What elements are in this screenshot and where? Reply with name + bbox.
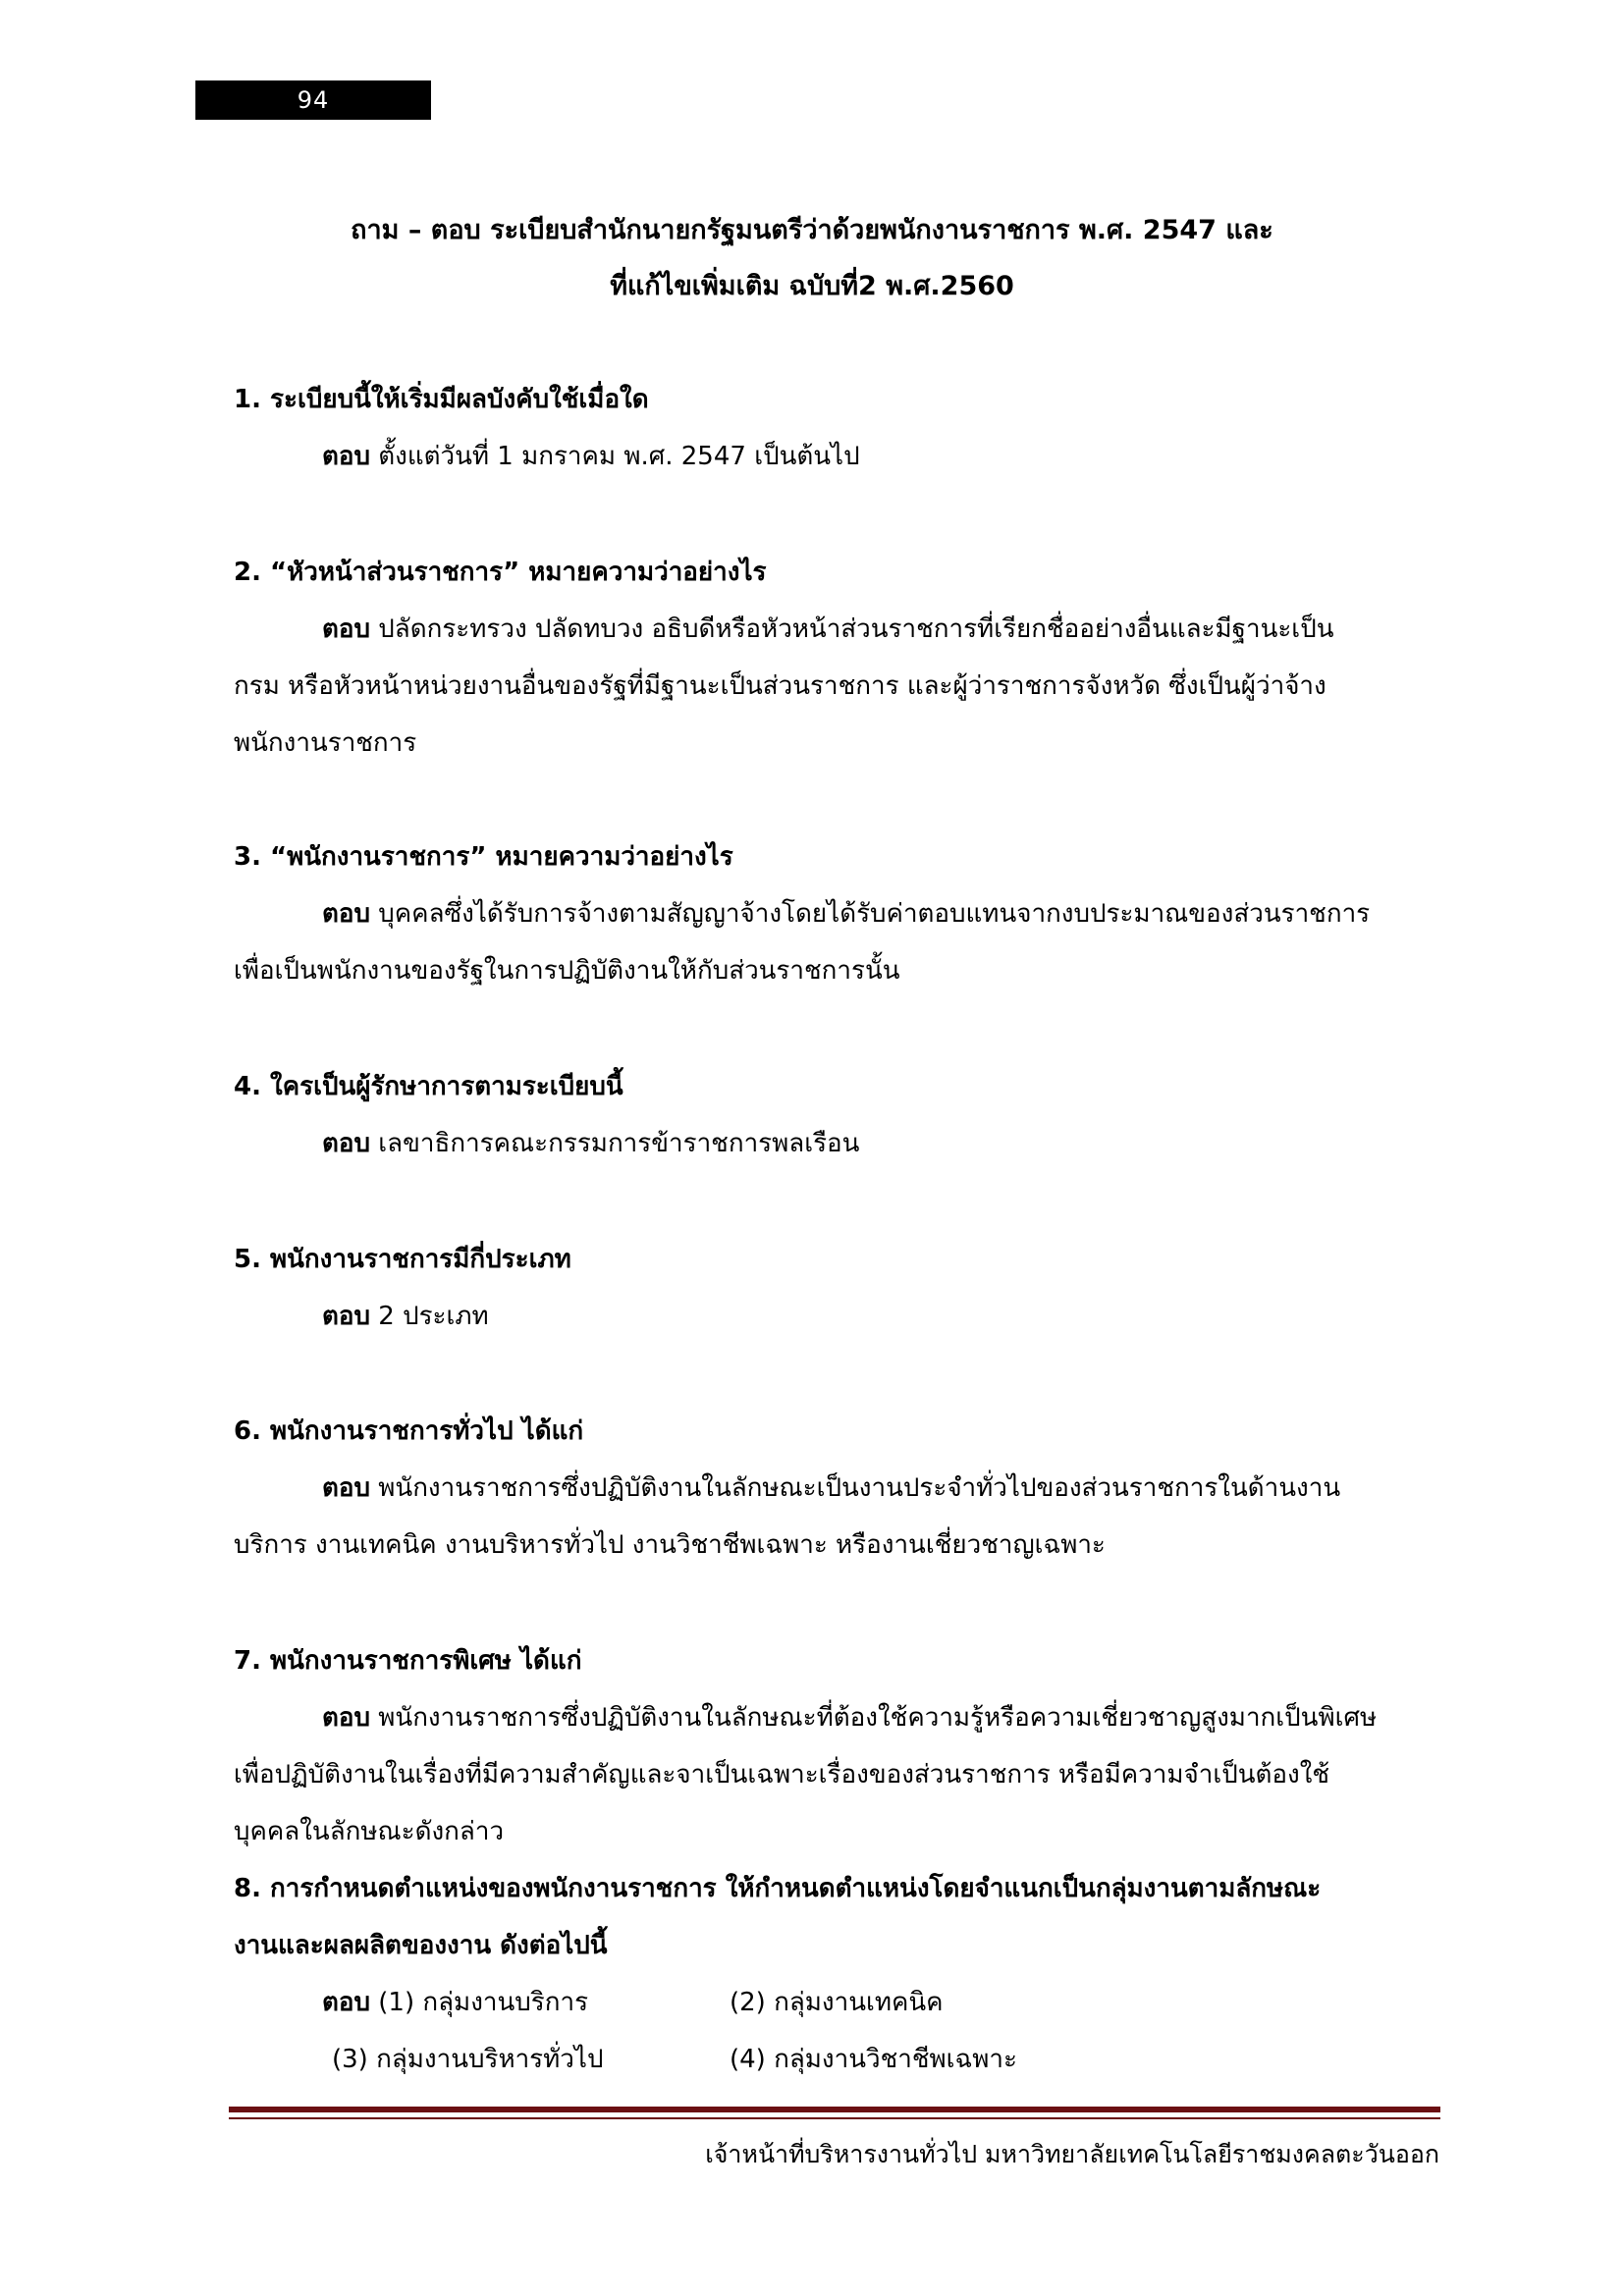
answer-5 (322, 1296, 489, 1336)
question-3: 3. “พนักงานราชการ” หมายความว่าอย่างไร (234, 842, 733, 872)
answer-label: ตอบ (322, 1988, 371, 2017)
footer-text: เจ้าหน้าที่บริหารงานทั่วไป มหาวิทยาลัยเทคโนโลยีราชมงคลตะวันออก (705, 2140, 1439, 2168)
answer-label: ตอบ (322, 442, 371, 471)
answer-text: พนักงานราชการซึ่งปฏิบัติงานในลักษณะเป็นงานประจำทั่วไปของส่วนราชการในด้านงาน (370, 1473, 1341, 1503)
answer-8 (322, 1982, 588, 2022)
answer-text: ตั้งแต่วันที่ 1 มกราคม พ.ศ. 2547 เป็นต้นไป (370, 442, 860, 471)
list-item: (3) กลุ่มงานบริหารทั่วไป (332, 2045, 604, 2074)
answer-label: ตอบ (322, 614, 371, 644)
answer-text: เลขาธิการคณะกรรมการข้าราชการพลเรือน (370, 1129, 860, 1158)
question-8-continuation: งานและผลผลิตของงาน ดังต่อไปนี้ (234, 1931, 608, 1960)
question-4: 4. ใครเป็นผู้รักษาการตามระเบียบนี้ (234, 1072, 623, 1101)
question-1: 1. ระเบียบนี้ให้เริ่มมีผลบังคับใช้เมื่อใด (234, 385, 649, 414)
answer-7-continuation: บุคคลในลักษณะดังกล่าว (234, 1817, 505, 1846)
answer-text: พนักงานราชการซึ่งปฏิบัติงานในลักษณะที่ต้องใช้ความรู้หรือความเชี่ยวชาญสูงมากเป็นพิเศษ (370, 1703, 1378, 1733)
footer-divider (229, 2107, 1440, 2112)
list-item: (2) กลุ่มงานเทคนิค (730, 1988, 944, 2017)
answer-7-continuation: เพื่อปฏิบัติงานในเรื่องที่มีความสำคัญและจาเป็นเฉพาะเรื่องของส่วนราชการ หรือมีความจำเป็นต้องใช้ (234, 1760, 1330, 1789)
page-title-line-2: ที่แก้ไขเพิ่มเติม ฉบับที่2 พ.ศ.2560 (610, 271, 1014, 301)
answer-label: ตอบ (322, 1703, 371, 1733)
answer-6-continuation: บริการ งานเทคนิค งานบริหารทั่วไป งานวิชาชีพเฉพาะ หรืองานเชี่ยวชาญเฉพาะ (234, 1530, 1106, 1560)
answer-label: ตอบ (322, 1129, 371, 1158)
page-number: 94 (195, 80, 431, 120)
answer-text: บุคคลซึ่งได้รับการจ้างตามสัญญาจ้างโดยได้รับค่าตอบแทนจากงบประมาณของส่วนราชการ (370, 899, 1371, 929)
list-item: (4) กลุ่มงานวิชาชีพเฉพาะ (730, 2045, 1017, 2074)
answer-3-continuation: เพื่อเป็นพนักงานของรัฐในการปฏิบัติงานให้กับส่วนราชการนั้น (234, 956, 900, 986)
list-item: (1) กลุ่มงานบริการ (378, 1988, 589, 2017)
answer-6 (322, 1468, 1340, 1508)
answer-7 (322, 1697, 1377, 1737)
answer-1 (322, 436, 860, 476)
answer-4 (322, 1123, 859, 1163)
question-5: 5. พนักงานราชการมีกี่ประเภท (234, 1245, 571, 1274)
question-6: 6. พนักงานราชการทั่วไป ได้แก่ (234, 1416, 584, 1446)
footer-divider-thin (229, 2117, 1440, 2119)
answer-label: ตอบ (322, 1302, 371, 1331)
answer-2-continuation: พนักงานราชการ (234, 728, 417, 758)
answer-text: 2 ประเภท (370, 1302, 489, 1331)
answer-label: ตอบ (322, 1473, 371, 1503)
answer-3 (322, 893, 1370, 934)
answer-text: ปลัดกระทรวง ปลัดทบวง อธิบดีหรือหัวหน้าส่วนราชการที่เรียกชื่ออย่างอื่นและมีฐานะเป็น (370, 614, 1334, 644)
page-title-line-1: ถาม – ตอบ ระเบียบสำนักนายกรัฐมนตรีว่าด้วยพนักงานราชการ พ.ศ. 2547 และ (351, 215, 1273, 245)
answer-2 (322, 609, 1333, 649)
question-8: 8. การกำหนดตำแหน่งของพนักงานราชการ ให้กำหนดตำแหน่งโดยจำแนกเป็นกลุ่มงานตามลักษณะ (234, 1874, 1322, 1903)
question-7: 7. พนักงานราชการพิเศษ ได้แก่ (234, 1646, 582, 1676)
answer-label: ตอบ (322, 899, 371, 929)
answer-2-continuation: กรม หรือหัวหน้าหน่วยงานอื่นของรัฐที่มีฐานะเป็นส่วนราชการ และผู้ว่าราชการจังหวัด ซึ่งเป็นผู้ว่าจ้าง (234, 671, 1326, 701)
question-2: 2. “หัวหน้าส่วนราชการ” หมายความว่าอย่างไร (234, 558, 767, 587)
